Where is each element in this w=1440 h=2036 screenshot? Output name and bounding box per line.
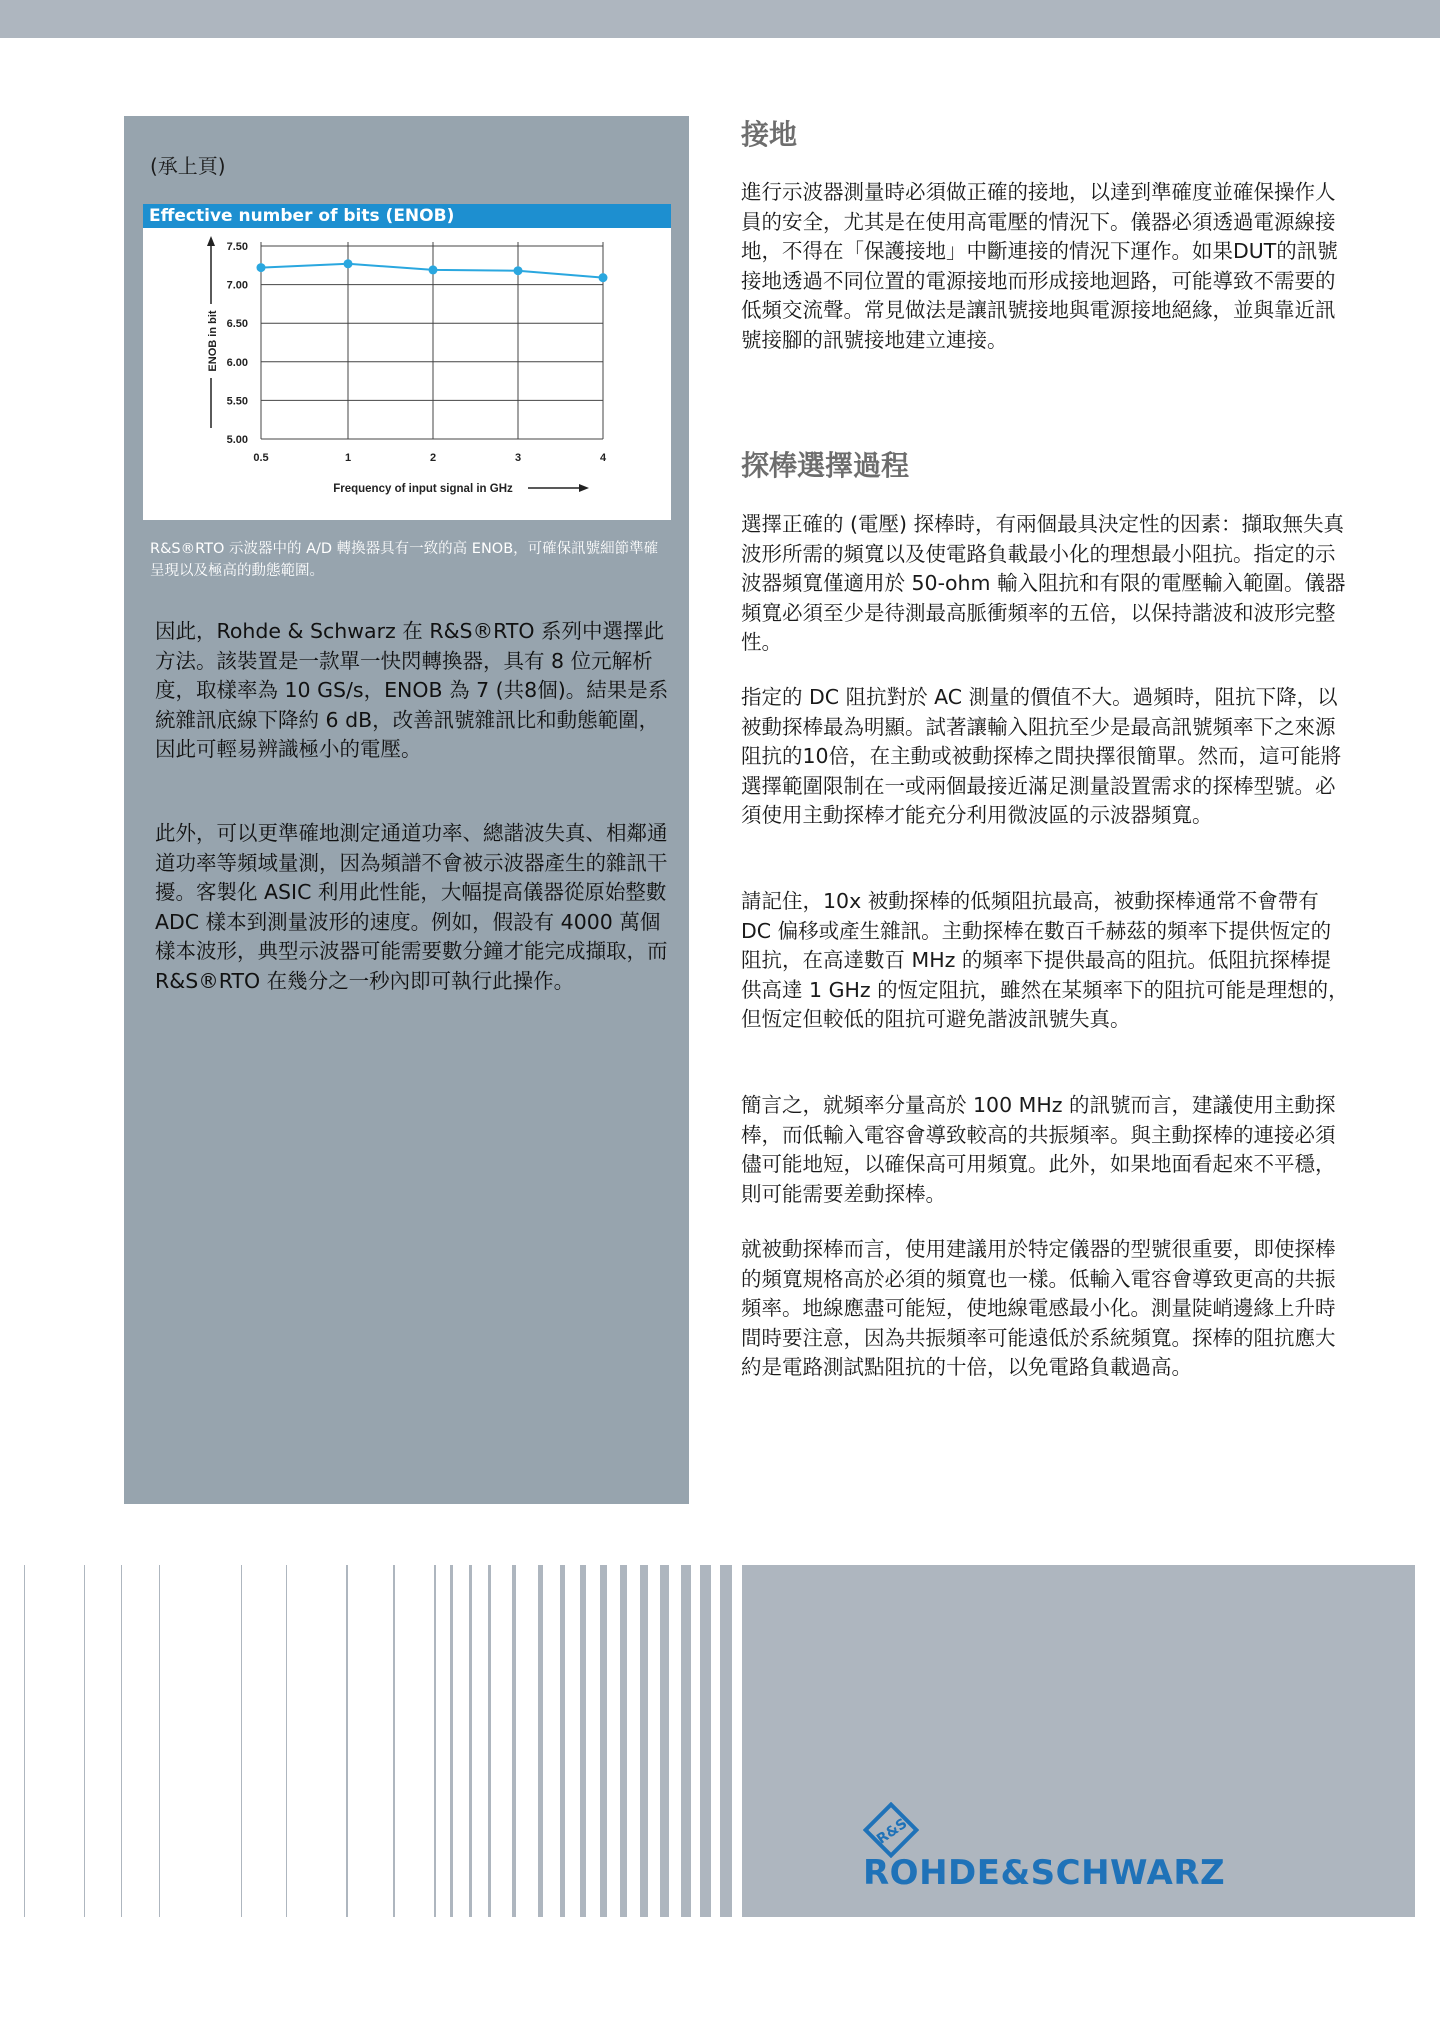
- sidebar-paragraph-2: 此外，可以更準確地測定通道功率、總諧波失真、相鄰通道功率等頻域量測，因為頻譜不會被示波器產生的雜訊干擾。客製化 ASIC 利用此性能，大幅提高儀器從原始整數 ADC 樣本到測量波形的速度。例如，假設有 4000 萬個樣本波形，典型示波器可能需要數分鐘才能完成擷取，而 R&S®RTO 在幾分之一秒內即可執行此操作。: [155, 821, 668, 993]
- y-tick-label: 5.50: [226, 395, 248, 408]
- y-tick-label: 7.00: [226, 279, 248, 292]
- x-axis-arrow-head: [579, 484, 589, 492]
- enob-data-point: [344, 259, 353, 268]
- top-band: [0, 0, 1440, 38]
- x-tick-label: 1: [344, 452, 352, 464]
- heading-probe-selection: 探棒選擇過程: [741, 449, 910, 482]
- paragraph-probe-5: 就被動探棒而言，使用建議用於特定儀器的型號很重要，即使探棒的頻寬規格高於必須的頻寬也一樣。低輸入電容會導致更高的共振頻率。地線應盡可能短，使地線電感最小化。測量陡峭邊緣上升時間時要注意，因為共振頻率可能遠低於系統頻寬。探棒的阻抗應大約是電路測試點阻抗的十倍，以免電路負載過高。: [741, 1237, 1336, 1379]
- y-axis-arrow-head: [207, 236, 215, 246]
- y-tick-label: 5.00: [226, 434, 248, 446]
- continued-label: (承上頁): [150, 154, 226, 178]
- paragraph-probe-4: 簡言之，就頻率分量高於 100 MHz 的訊號而言，建議使用主動探棒，而低輸入電容會導致較高的共振頻率。與主動探棒的連接必須儘可能地短，以確保高可用頻寬。此外，如果地面看起來不平穩，則可能需要差動探棒。: [741, 1093, 1336, 1206]
- enob-data-point: [599, 273, 608, 282]
- enob-data-point: [257, 263, 266, 272]
- x-tick-label: 3: [514, 452, 522, 464]
- chart-caption: R&S®RTO 示波器中的 A/D 轉換器具有一致的高 ENOB，可確保訊號細節準確呈現以及極高的動態範圍。: [150, 541, 659, 579]
- enob-data-point: [429, 265, 438, 274]
- paragraph-grounding: 進行示波器測量時必須做正確的接地，以達到準確度並確保操作人員的安全，尤其是在使用高電壓的情況下。儀器必須透過電源線接地，不得在「保護接地」中斷連接的情況下運作。如果DUT的訊號接地透過不同位置的電源接地而形成接地迴路，可能導致不需要的低頻交流聲。常見做法是讓訊號接地與電源接地絕緣，並與靠近訊號接腳的訊號接地建立連接。: [741, 180, 1338, 352]
- x-tick-label: 4: [599, 452, 607, 464]
- paragraph-probe-2: 指定的 DC 阻抗對於 AC 測量的價值不大。過頻時，阻抗下降，以被動探棒最為明顯。試著讓輸入阻抗至少是最高訊號頻率下之來源阻抗的10倍，在主動或被動探棒之間抉擇很簡單。然而，這可能將選擇範圍限制在一或兩個最接近滿足測量設置需求的探棒型號。必須使用主動探棒才能充分利用微波區的示波器頻寬。: [741, 685, 1342, 827]
- y-tick-label: 7.50: [226, 241, 248, 253]
- paragraph-probe-1: 選擇正確的 (電壓) 探棒時，有兩個最具決定性的因素：擷取無失真波形所需的頻寬以及使電路負載最小化的理想最小阻抗。指定的示波器頻寬僅適用於 50-ohm 輸入阻抗和有限的電壓輸入範圍。儀器頻寬必須至少是待測最高脈衝頻率的五倍，以保持諧波和波形完整性。: [741, 512, 1346, 654]
- y-tick-label: 6.00: [226, 356, 248, 369]
- heading-grounding: 接地: [741, 118, 798, 151]
- y-tick-label: 6.50: [226, 318, 248, 331]
- x-tick-label: 0.5: [253, 452, 269, 464]
- paragraph-probe-3: 請記住，10x 被動探棒的低頻阻抗最高，被動探棒通常不會帶有 DC 偏移或產生雜訊。主動探棒在數百千赫茲的頻率下提供恆定的阻抗，在高達數百 MHz 的頻率下提供最高的阻抗。低阻抗探棒提供高達 1 GHz 的恆定阻抗，雖然在某頻率下的阻抗可能是理想的，但恆定但較低的阻抗可避免諧波訊號失真。: [741, 889, 1349, 1031]
- enob-data-point: [514, 266, 523, 275]
- enob-chart: [143, 204, 671, 520]
- y-axis-label: ENOB in bit: [207, 310, 219, 372]
- x-tick-label: 2: [429, 452, 437, 464]
- x-axis-label: Frequency of input signal in GHz: [333, 483, 513, 495]
- sidebar-paragraph-1: 因此，Rohde & Schwarz 在 R&S®RTO 系列中選擇此方法。該裝置是一款單一快閃轉換器，具有 8 位元解析度，取樣率為 10 GS/s，ENOB 為 7 (共8個)。結果是系統雜訊底線下降約 6 dB，改善訊號雜訊比和動態範圍，因此可輕易辨識極小的電壓。: [155, 619, 669, 761]
- logo-mark-text: R&S: [874, 1815, 911, 1848]
- sidebar-panel: [124, 116, 689, 1504]
- chart-title: Effective number of bits (ENOB): [143, 204, 671, 228]
- rohde-schwarz-logo: ROHDE&SCHWARZ: [863, 1853, 1226, 1893]
- chart-plot: [143, 228, 671, 520]
